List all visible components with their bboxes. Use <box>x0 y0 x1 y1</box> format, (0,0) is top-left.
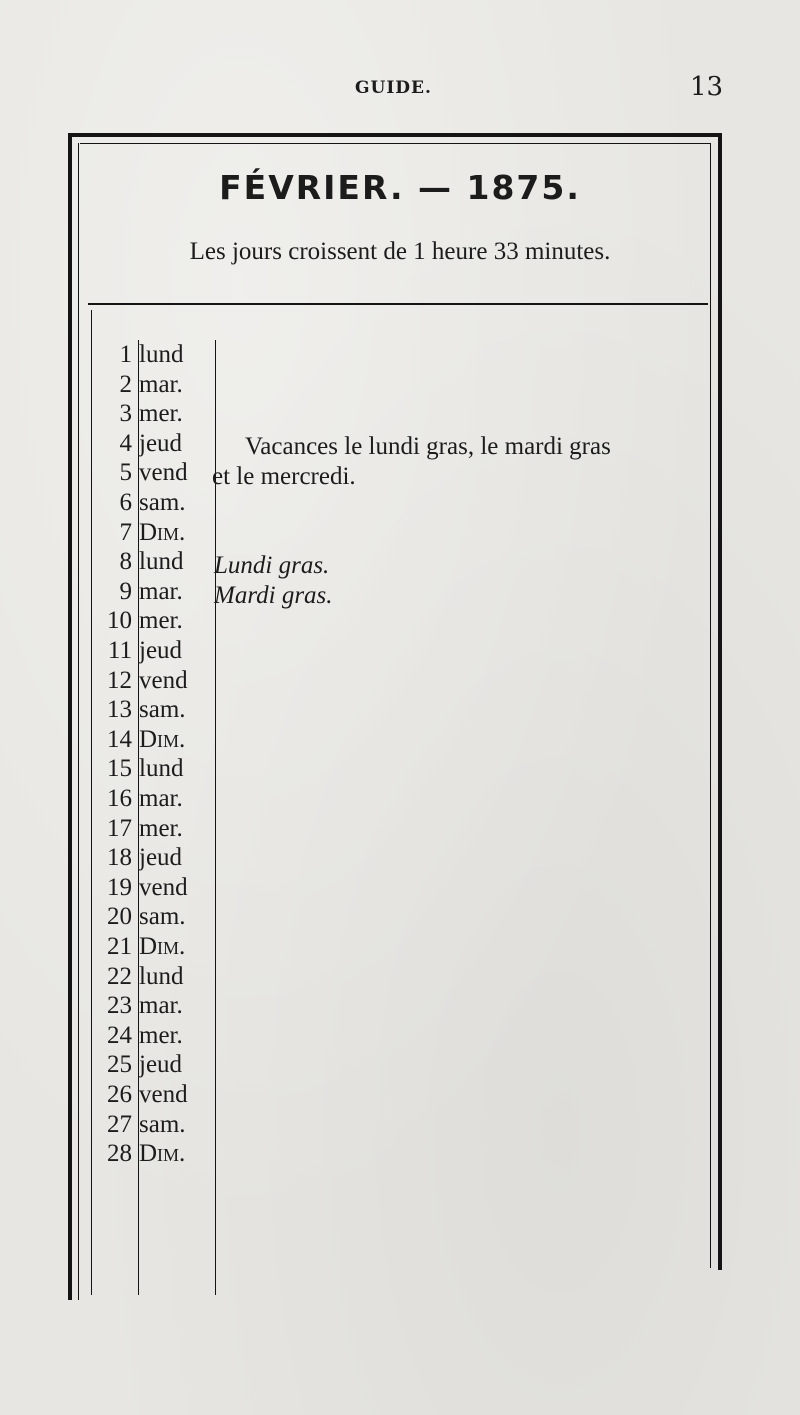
day-name: mar. <box>139 992 183 1020</box>
note-mardi-gras: Mardi gras. <box>214 582 333 609</box>
day-number: 7 <box>119 518 132 546</box>
day-name: vend <box>139 873 188 901</box>
day-name: vend <box>139 1081 188 1108</box>
day-name: mer. <box>139 814 183 842</box>
daylight-note: Les jours croissent de 1 heure 33 minutes. <box>189 238 611 265</box>
frame-top-rule-thin <box>80 143 710 144</box>
day-name: Dim. <box>139 518 186 546</box>
day-number: 9 <box>119 577 132 605</box>
frame-top-rule-thick <box>70 133 718 137</box>
day-number: 19 <box>107 873 132 901</box>
day-number: 18 <box>107 844 132 872</box>
day-number: 4 <box>119 429 132 457</box>
day-number: 16 <box>107 785 132 812</box>
note-vacances-line2: et le mercredi. <box>212 463 356 490</box>
note-lundi-gras: Lundi gras. <box>214 552 330 579</box>
day-name: mar. <box>139 370 183 398</box>
day-name: lund <box>139 962 184 990</box>
page-number: 13 <box>690 72 724 102</box>
day-number: 5 <box>119 459 132 487</box>
day-name: mer. <box>139 1021 183 1049</box>
frame-left-rule-thin <box>78 143 79 1300</box>
day-name: Dim. <box>139 933 186 960</box>
month-title: FÉVRIER. — 1875. <box>219 168 581 207</box>
day-name: lund <box>139 755 184 783</box>
day-number: 25 <box>107 1051 132 1079</box>
day-name: lund <box>139 341 184 368</box>
day-name: mar. <box>139 785 183 812</box>
day-name: sam. <box>139 903 186 931</box>
day-number: 12 <box>107 666 132 694</box>
day-number: 24 <box>107 1021 132 1049</box>
running-title: GUIDE. <box>355 78 432 98</box>
frame-right-rule-thick <box>718 133 722 1270</box>
day-number: 1 <box>119 341 132 368</box>
inner-left-rule <box>91 310 92 1295</box>
day-name: mer. <box>139 400 183 428</box>
day-name: vend <box>139 666 188 694</box>
day-number: 27 <box>107 1110 132 1138</box>
day-number: 26 <box>107 1081 132 1108</box>
day-name: lund <box>139 548 184 576</box>
day-number: 17 <box>107 814 132 842</box>
day-number: 23 <box>107 992 132 1020</box>
day-number: 6 <box>119 489 132 516</box>
day-number: 10 <box>107 607 132 635</box>
note-vacances-line1: Vacances le lundi gras, le mardi gras <box>245 433 611 460</box>
day-number: 22 <box>107 962 132 990</box>
day-name: mer. <box>139 607 183 635</box>
day-number: 8 <box>119 548 132 576</box>
day-number: 20 <box>107 903 132 931</box>
day-number: 13 <box>107 696 132 724</box>
day-name: jeud <box>139 1051 183 1079</box>
day-name: Dim. <box>139 725 186 753</box>
day-name: sam. <box>139 489 186 516</box>
frame-right-rule-thin <box>710 143 711 1268</box>
day-number: 28 <box>107 1140 132 1168</box>
day-number: 21 <box>107 933 132 960</box>
day-name: jeud <box>139 844 183 872</box>
day-name: jeud <box>139 637 183 664</box>
day-name: mar. <box>139 577 183 605</box>
day-number: 2 <box>119 370 132 398</box>
day-number: 15 <box>107 755 132 783</box>
day-name: Dim. <box>139 1140 186 1168</box>
day-name: jeud <box>139 429 183 457</box>
day-name: sam. <box>139 1110 186 1138</box>
day-number: 3 <box>119 400 132 428</box>
day-name: vend <box>139 459 188 487</box>
day-number: 14 <box>107 725 132 753</box>
day-name: sam. <box>139 696 186 724</box>
frame-left-rule-thick <box>68 133 72 1300</box>
header-separator <box>88 303 708 305</box>
day-number: 11 <box>107 637 132 664</box>
